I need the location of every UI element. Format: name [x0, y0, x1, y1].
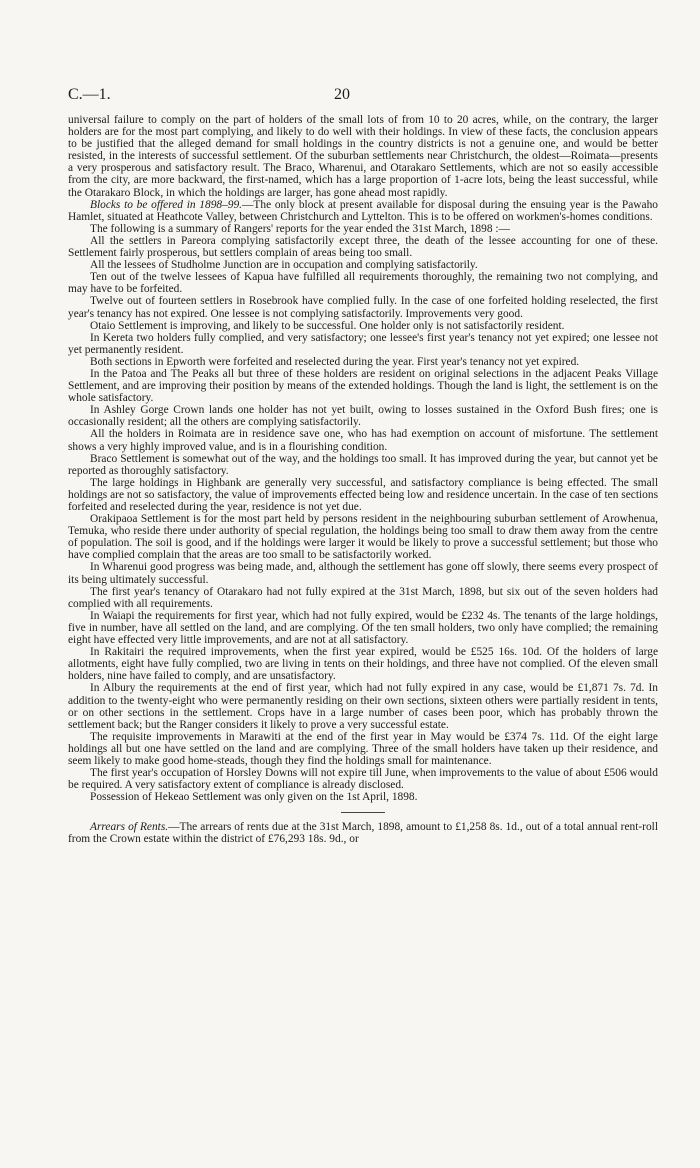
paragraph-horsley-downs: The first year's occupation of Horsley Downs will not expire till June, when improvements to the value of about £506 would be required. A very satisfactory extent of compliance is already disclosed. — [68, 767, 658, 792]
section-divider — [341, 812, 385, 813]
paragraph-arrears — [68, 821, 658, 845]
paragraph-text: —The arrears of rents due at the 31st March, 1898, amount to £1,258 8s. 1d., out of a total annual rent-roll from the Crown estate within the district of £76,293 18s. 9d., or — [68, 821, 658, 846]
paragraph-studholme: All the lessees of Studholme Junction are in occupation and complying satisfactorily. — [90, 259, 478, 272]
paragraph-patoa: In the Patoa and The Peaks all but three of these holders are resident on original selections in the adjacent Peaks Village Settlement, and are improving their position by means of the extended holdings. Though the land is light, the settlement is on the whole satisfactory. — [68, 367, 658, 405]
paragraph-rakitairi: In Rakitairi the required improvements, when the first year expired, would be £525 16s. 10d. Of the holders of large allotments, eight have fully complied, two are living in tents on their holdings, and three have not complied. Of the eleven small holders, nine have failed to comply, and are unsatisfactory. — [68, 646, 658, 683]
paragraph-text: —The only block at present available for disposal during the ensuing year is the Pawaho Hamlet, situated at Heathcote Valley, between Christchurch and Lyttelton. This is to be offered on workmen's-homes conditions. — [68, 198, 658, 223]
paragraph-rosebrook: Twelve out of fourteen settlers in Rosebrook have complied fully. In the case of one forfeited holding reselected, the first year's tenancy has not expired. One lessee is not complying satisfactorily. Improvements very good. — [68, 295, 658, 320]
paragraph-marawiti: The requisite improvements in Marawiti at the end of the first year in May would be £374 7s. 11d. Of the eight large holdings all but one have settled on the land and are complying. Three of the small holders have taken up their residence, and seem likely to make good home-steads, though they find the holdings small for maintenance. — [68, 730, 658, 767]
paragraph-epworth: Both sections in Epworth were forfeited and reselected during the year. First year's tenancy not yet expired. — [90, 355, 580, 368]
body-text — [68, 114, 658, 846]
paragraph-waiapi: In Waiapi the requirements for first year, which had not fully expired, would be £232 4s. The tenants of the large holdings, five in number, have all settled on the land, and are complying. Of the ten small holders, two only have complied; the remaining eight have effected very little improvements, and are not at all satisfactory. — [68, 609, 658, 647]
paragraph-ashley-gorge: In Ashley Gorge Crown lands one holder has not yet built, owing to losses sustained in the Oxford Bush fires; one is occasionally resident; all the others are complying satisfactorily. — [68, 404, 658, 429]
paragraph-lead: Arrears of Rents. — [90, 821, 169, 834]
paragraph-blocks-offered — [68, 199, 658, 223]
paragraph-orakipaoa: Orakipaoa Settlement is for the most part held by persons resident in the neighbouring suburban settlement of Arowhenua, Temuka, who reside there under authority of special regulation, the holdings being too small to draw them away from the centre of population. The soil is good, and if the holdings were larger it would be likely to prove a successful settlement; but those who have complied complain that the areas are too small to be satisfactorily worked. — [68, 513, 658, 562]
paragraph-otarakaro: The first year's tenancy of Otarakaro had not fully expired at the 31st March, 1898, but six out of the seven holders had complied with all requirements. — [68, 585, 658, 610]
paragraph-pareora: All the settlers in Pareora complying satisfactorily except three, the death of the lessee accounting for one of these. Settlement fairly prosperous, but settlers complain of areas being too small. — [68, 234, 658, 260]
paragraph-otaio: Otaio Settlement is improving, and likely to be successful. One holder only is not satisfactorily resident. — [90, 319, 565, 332]
page-number: 20 — [334, 86, 350, 103]
paragraph-summary-intro: The following is a summary of Rangers' reports for the year ended the 31st March, 1898 :— — [90, 222, 510, 235]
paragraph-intro: universal failure to comply on the part of holders of the small lots of from 10 to 20 acres, while, on the contrary, the larger holders are for the most part complying, and likely to do well with their holdings. In view of these facts, the conclusion appears to be justified that the alleged demand for small holdings in the country districts is not a genuine one, and would be better resisted, in the interests of successful settlement. Of the suburban settlements near Christchurch, the oldest—Roimata—presents a very prosperous and satisfactory result. The Braco, Wharenui, and Otarakaro Settlements, which are not so easily accessible from the city, are more backward, the first-named, which has a large proportion of 1-acre lots, being the least successful, while the Otarakaro Block, in which the holdings are larger, has gone ahead most rapidly. — [68, 114, 658, 199]
document-reference: C.—1. — [68, 86, 111, 103]
paragraph-hekeao: Possession of Hekeao Settlement was only given on the 1st April, 1898. — [90, 791, 418, 804]
paragraph-braco: Braco Settlement is somewhat out of the way, and the holdings too small. It has improved during the year, but cannot yet be reported as thoroughly satisfactory. — [68, 452, 658, 477]
paragraph-wharenui: In Wharenui good progress was being made, and, although the settlement has gone off slowly, there seems every prospect of its being ultimately successful. — [68, 561, 658, 586]
paragraph-kapua: Ten out of the twelve lessees of Kapua have fulfilled all requirements thoroughly, the remaining two not complying, and may have to be forfeited. — [68, 271, 658, 296]
page-header — [68, 86, 652, 106]
paragraph-kereta: In Kereta two holders fully complied, and very satisfactory; one lessee's first year's tenancy not yet expired; one lessee not yet permanently resident. — [68, 331, 658, 356]
paragraph-highbank: The large holdings in Highbank are generally very successful, and satisfactory compliance is being effected. The small holdings are not so satisfactory, the value of improvements effected being low and residence uncertain. In the case of ten sections forfeited and reselected during the year, residence is not yet due. — [68, 476, 658, 513]
paragraph-lead: Blocks to be offered in 1898–99. — [90, 198, 243, 211]
paragraph-roimata: All the holders in Roimata are in residence save one, who has had exemption on account of misfortune. The settlement shows a very highly improved value, and is in a flourishing condition. — [68, 428, 658, 453]
paragraph-albury: In Albury the requirements at the end of first year, which had not fully expired in any case, would be £1,871 7s. 7d. In addition to the twenty-eight who were permanently residing on their own sections, sixteen others were partially resident in tents, or on other sections in the settlement. Crops have in a large number of cases been poor, which has probably thrown the settlement back; but the Ranger considers it likely to prove a very successful estate. — [68, 682, 658, 731]
